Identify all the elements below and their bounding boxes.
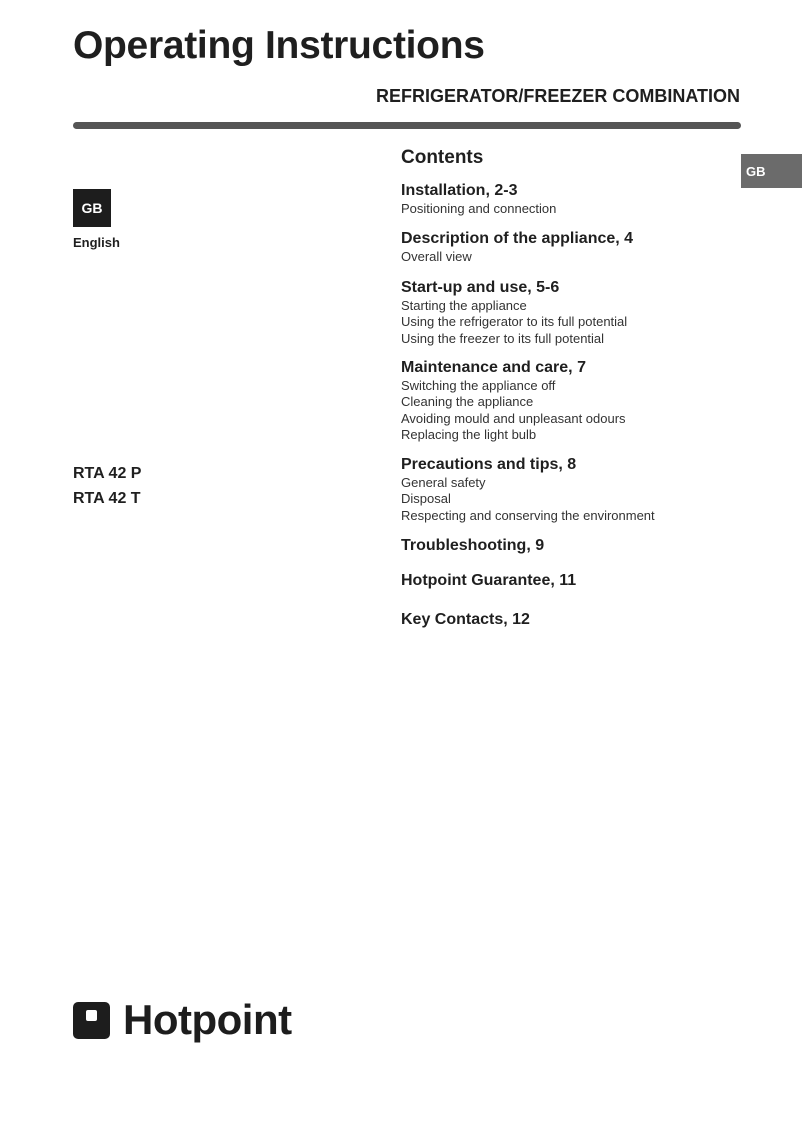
toc-section-precautions (401, 455, 655, 524)
language-label: English (73, 235, 120, 250)
toc-item: General safety (401, 475, 486, 490)
toc-section-title: Key Contacts, 12 (401, 611, 530, 628)
toc-item: Avoiding mould and unpleasant odours (401, 410, 626, 426)
hotpoint-logo-icon (73, 1002, 110, 1039)
toc-item: Switching the appliance off (401, 378, 556, 393)
model-name: RTA 42 T (73, 490, 141, 507)
page-title: Operating Instructions (73, 24, 485, 67)
toc-item: Cleaning the appliance (401, 394, 534, 410)
toc-section-troubleshooting (401, 536, 544, 556)
model-name: RTA 42 P (73, 465, 142, 482)
toc-item: Replacing the light bulb (401, 426, 537, 442)
toc-item: Overall view (401, 249, 472, 264)
toc-item: Positioning and connection (401, 201, 557, 216)
toc-section-description (401, 229, 633, 265)
toc-section-title: Precautions and tips, 8 (401, 456, 577, 473)
toc-item: Starting the appliance (401, 298, 527, 313)
toc-section-maintenance (401, 358, 626, 443)
toc-section-title: Troubleshooting, 9 (401, 537, 545, 554)
product-type-subtitle: REFRIGERATOR/FREEZER COMBINATION (376, 86, 740, 106)
contents-heading: Contents (401, 147, 484, 168)
toc-section-title: Description of the appliance, 4 (401, 230, 634, 247)
toc-section-title: Maintenance and care, 7 (401, 359, 586, 376)
toc-section-guarantee (401, 571, 576, 591)
language-tab: GB (741, 154, 802, 188)
toc-section-title: Installation, 2-3 (401, 182, 518, 199)
language-badge: GB (73, 189, 111, 227)
hotpoint-logo (73, 998, 292, 1042)
header-divider (73, 122, 741, 129)
brand-name: Hotpoint (123, 996, 292, 1043)
toc-item: Using the freezer to its full potential (401, 330, 605, 346)
toc-section-title: Hotpoint Guarantee, 11 (401, 572, 577, 589)
toc-section-startup (401, 278, 627, 347)
model-list (73, 461, 141, 511)
toc-item: Using the refrigerator to its full potential (401, 314, 628, 330)
toc-section-key-contacts (401, 610, 530, 630)
toc-section-installation (401, 181, 556, 217)
toc-section-title: Start-up and use, 5-6 (401, 279, 560, 296)
toc-item: Respecting and conserving the environment (401, 507, 655, 523)
toc-item: Disposal (401, 491, 451, 507)
